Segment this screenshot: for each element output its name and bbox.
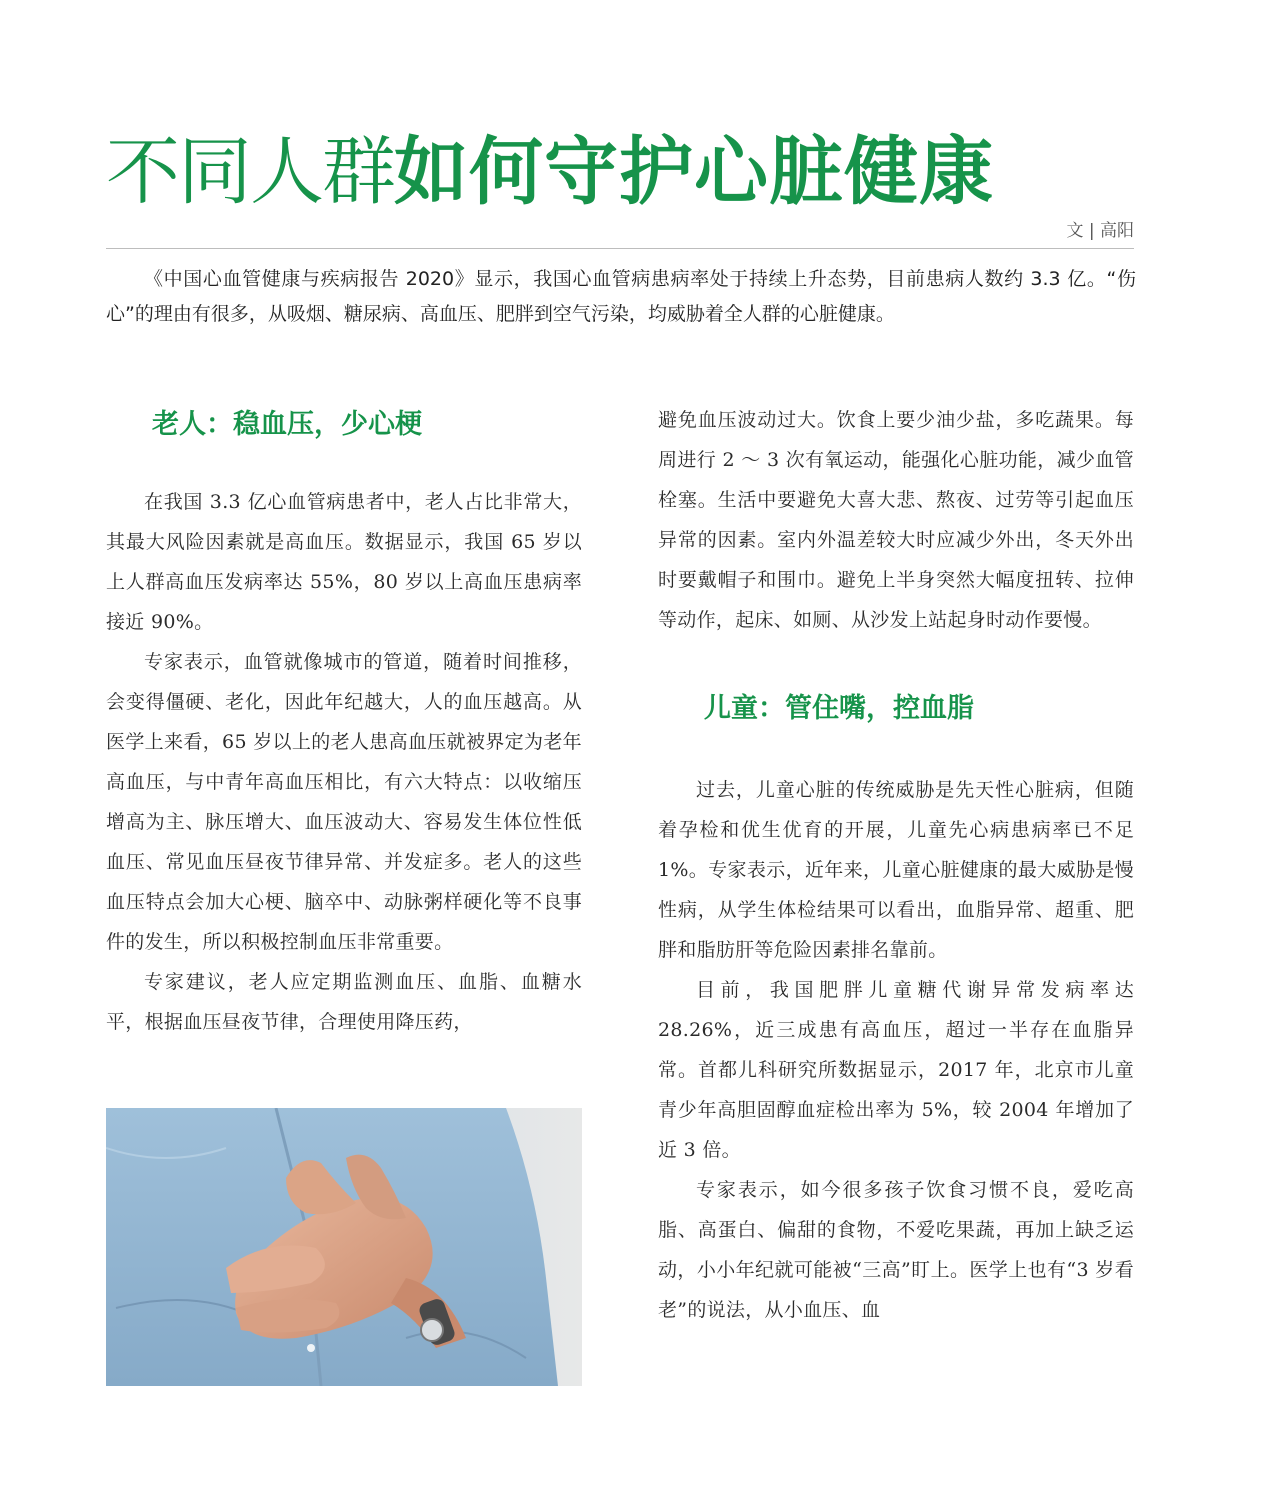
article-title-light: 不同人群: [106, 129, 394, 215]
title-divider: [106, 248, 1134, 249]
hands-on-chest-photo: [106, 1108, 582, 1386]
paragraph: 专家建议，老人应定期监测血压、血脂、血糖水平，根据血压昼夜节律，合理使用降压药，: [106, 971, 582, 1033]
paragraph: 专家表示，如今很多孩子饮食习惯不良，爱吃高脂、高蛋白、偏甜的食物，不爱吃果蔬，再加上缺乏运动，小小年纪就可能被“三高”盯上。医学上也有“3 岁看老”的说法，从小血压、血: [658, 1179, 1134, 1321]
paragraph: 过去，儿童心脏的传统威胁是先天性心脏病，但随着孕检和优生优育的开展，儿童先心病患病率已不足 1%。专家表示，近年来，儿童心脏健康的最大威胁是慢性病，从学生体检结果可以看出，血脂异常、超重、肥胖和脂肪肝等危险因素排名靠前。: [658, 779, 1134, 961]
paragraph: 专家表示，血管就像城市的管道，随着时间推移，会变得僵硬、老化，因此年纪越大，人的血压越高。从医学上来看，65 岁以上的老人患高血压就被界定为老年高血压，与中青年高血压相比，有六大特点：以收缩压增高为主、脉压增大、血压波动大、容易发生体位性低血压、常见血压昼夜节律异常、并发症多。老人的这些血压特点会加大心梗、脑卒中、动脉粥样硬化等不良事件的发生，所以积极控制血压非常重要。: [106, 651, 582, 953]
right-column: [658, 400, 1134, 1330]
paragraph: 在我国 3.3 亿心血管病患者中，老人占比非常大，其最大风险因素就是高血压。数据显示，我国 65 岁以上人群高血压发病率达 55%，80 岁以上高血压患病率接近 90%。: [106, 491, 582, 633]
intro-paragraph: 《中国心血管健康与疾病报告 2020》显示，我国心血管病患病率处于持续上升态势，目前患病人数约 3.3 亿。“伤心”的理由有很多，从吸烟、糖尿病、高血压、肥胖到空气污染，均威胁着全人群的心脏健康。: [106, 268, 1136, 325]
article-title-bold: 如何守护心脏健康: [394, 129, 994, 215]
paragraph: 目前，我国肥胖儿童糖代谢异常发病率达 28.26%，近三成患有高血压，超过一半存在血脂异常。首都儿科研究所数据显示，2017 年，北京市儿童青少年高胆固醇血症检出率为 5%，较 2004 年增加了近 3 倍。: [658, 979, 1134, 1161]
paragraph: 避免血压波动过大。饮食上要少油少盐，多吃蔬果。每周进行 2 ～ 3 次有氧运动，能强化心脏功能，减少血管栓塞。生活中要避免大喜大悲、熬夜、过劳等引起血压异常的因素。室内外温差较大时应减少外出，冬天外出时要戴帽子和围巾。避免上半身突然大幅度扭转、拉伸等动作，起床、如厕、从沙发上站起身时动作要慢。: [658, 409, 1134, 631]
byline: 文 | 高阳: [1066, 221, 1134, 241]
article-title: [106, 128, 994, 216]
left-column: [106, 398, 582, 1042]
section-heading-children: 儿童：管住嘴，控血脂: [704, 693, 974, 724]
section-heading-elderly: 老人：稳血压，少心梗: [152, 409, 422, 440]
